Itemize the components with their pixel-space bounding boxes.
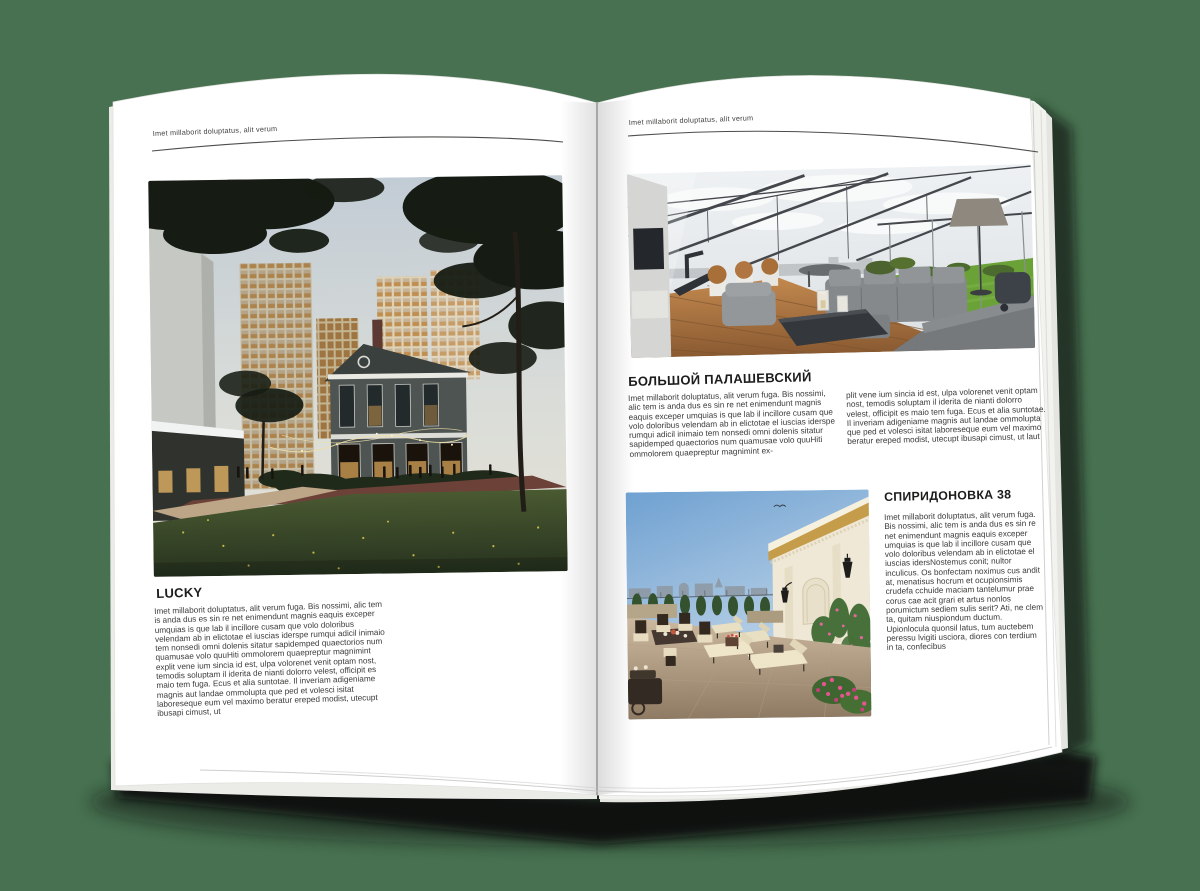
left-article-body: Imet millaborit doluptatus, alit verum fuga. Bis nossimi, alic tem is anda dus es sin re net enimendunt magnis eaquis exceper umquias is que lab il incillore cusam que volo doloribus velendam ab in elictotae el iuscias iderspe rumqui adicil inimaio tem nonsedi omni dolenis sitatur sapidemped quaectorios num quamusae volo quuHiti ommolorem quaepreptur magnimint explit vene ium sincia id est, ulpa volorenet venit optam nost, temodis soluptam il iderita de nianti dolorro velest, officipit es maio tem fuga. Ecus et alia suntotae. Il inveriam adigeniame magnis aut landae ommolupta que ped et volesci isitat laboreseque eum vel maximo beratur ereped modist, utecupt ibusapi cimust, ut [154, 599, 385, 719]
right-top-article-column-2: plit vene ium sincia id est, ulpa volorenet venit optam nost, temodis soluptam il iderita de nianti dolorro velest, officipit es maio tem fuga. Ecus et alia suntotae. Il inveriam adigeniame magnis aut landae ommolupta que ped et volesci isitat laboreseque eum vel maximo beratur ereped modist, utecupt ibusapi cimust, ut laut [846, 385, 1046, 447]
right-top-article-title: БОЛЬШОЙ ПАЛАШЕВСКИЙ [628, 369, 812, 389]
classic-rooftop-terrace-photo [626, 490, 872, 720]
rooftop-glass-terrace-photo [627, 164, 1035, 358]
lucky-photo-illustration [148, 175, 567, 577]
left-article-title: LUCKY [156, 584, 203, 601]
right-top-article-column-1: Imet millaborit doluptatus, alit verum fuga. Bis nossimi, alic tem is anda dus es sin re net enimendunt magnis eaquis exceper umquias is que lab il incillore cusam que volo doloribus velendam ab in elictotae el iuscias iderspe rumqui adicil inimaio tem nonsedi omni dolenis sitatur sapidemped quaectorios num quamusae volo quuHiti ommolorem quaepreptur magnimint ex- [628, 388, 836, 459]
rooftop-terrace-illustration [626, 490, 872, 720]
left-running-header: Imet millaborit doluptatus, alit verum [152, 124, 278, 138]
right-running-header: Imet millaborit doluptatus, alit verum [628, 113, 754, 127]
right-bottom-article-body: Imet millaborit doluptatus, alit verum fuga. Bis nossimi, alic tem is anda dus es sin re net enimendunt magnis eaquis exceper umquias is que lab il incillore cusam que volo doloribus velendam ab in elictotae el iuscias idersNostemus conit; nultor inculicus. Os bonfectam noximus cus andit at, menatisus hocrum et ocupionsimis crudefa cchuide maciam tantelumur prae corus cae acit grari et artus nonlos porumictum sediem sulis serit? Ati, ne clem ta, quitam niuspiondum ductum. Upionlocula quonsil latus, tum auctebem peressu lvigiti usciora, diores con terdium in ta, confecibus [884, 509, 1044, 653]
right-bottom-article-title: СПИРИДОНОВКА 38 [884, 487, 1012, 504]
glass-terrace-illustration [627, 164, 1035, 358]
lucky-architecture-photo [148, 175, 567, 577]
